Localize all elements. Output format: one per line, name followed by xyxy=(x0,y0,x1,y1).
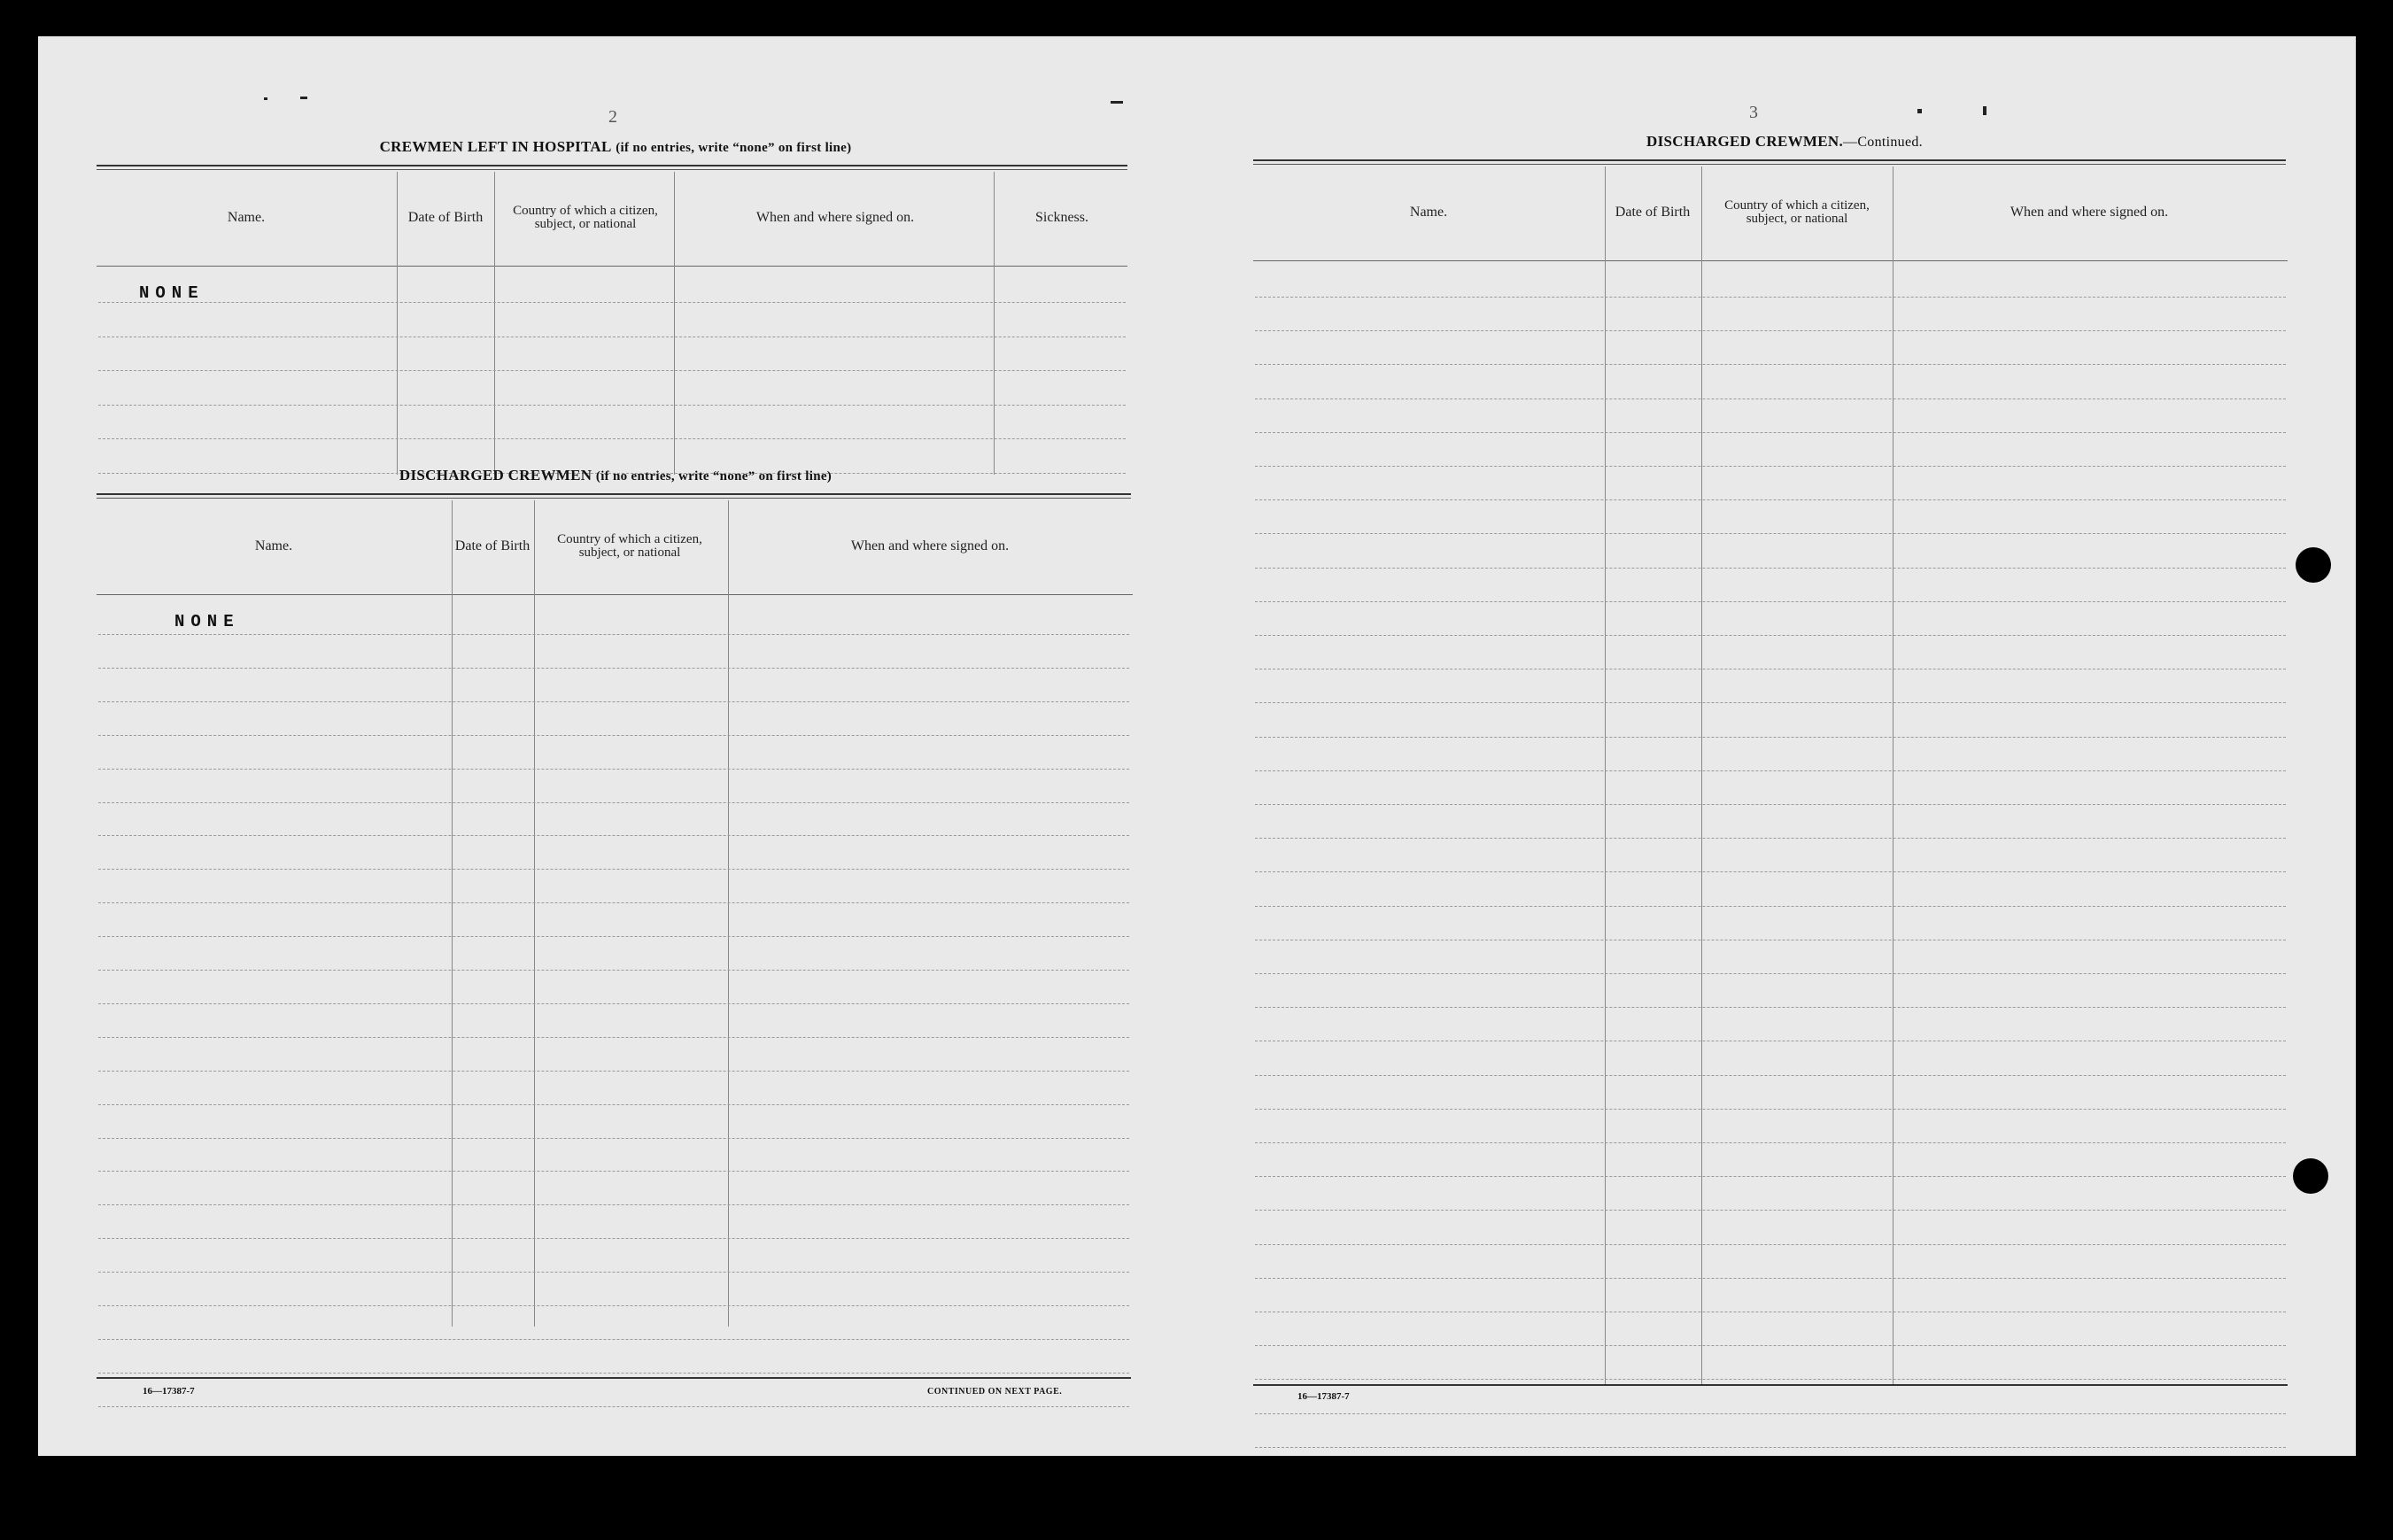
col-header-country: Country of which a citizen, subject, or national xyxy=(1724,198,1870,226)
ruled-entry-line xyxy=(1255,838,2286,839)
column-divider xyxy=(994,172,995,475)
ruled-entry-line xyxy=(1255,1345,2286,1346)
continued-note: CONTINUED ON NEXT PAGE. xyxy=(927,1387,1063,1397)
ruled-entry-line xyxy=(98,1071,1129,1072)
ruled-entry-line xyxy=(1255,1109,2286,1110)
paper-speck xyxy=(1111,101,1123,104)
header-separator xyxy=(1253,260,2288,261)
ruled-entry-line xyxy=(1255,330,2286,331)
ruled-entry-line xyxy=(98,1037,1129,1038)
ruled-entry-line xyxy=(1255,1007,2286,1008)
paper-speck xyxy=(300,97,307,99)
ruled-entry-line xyxy=(1255,1142,2286,1143)
ruled-entry-line xyxy=(98,438,1126,439)
column-divider xyxy=(1605,166,1606,1384)
bottom-rule xyxy=(97,1377,1131,1379)
left-page xyxy=(97,36,1135,1456)
col-header-signed: When and where signed on. xyxy=(755,210,915,225)
column-divider xyxy=(397,172,398,475)
ruled-entry-line xyxy=(1255,601,2286,602)
ruled-entry-line xyxy=(98,769,1129,770)
punch-hole xyxy=(2296,547,2331,583)
ruled-entry-line xyxy=(98,370,1126,371)
ruled-entry-line xyxy=(1255,973,2286,974)
ruled-entry-line xyxy=(98,302,1126,303)
discharged-section-title xyxy=(97,467,1135,484)
ruled-entry-line xyxy=(98,1373,1129,1374)
ruled-entry-line xyxy=(98,1003,1129,1004)
ruled-entry-line xyxy=(1255,702,2286,703)
column-divider xyxy=(1701,166,1702,1384)
column-divider xyxy=(494,172,495,475)
discharged-title-note: (if no entries, write “none” on first line) xyxy=(595,469,833,484)
ruled-entry-line xyxy=(1255,432,2286,433)
ruled-entry-line xyxy=(98,1171,1129,1172)
ruled-entry-line xyxy=(1255,1447,2286,1448)
hospital-section-title xyxy=(97,138,1135,156)
ruled-entry-line xyxy=(98,869,1129,870)
ruled-entry-line xyxy=(1255,1278,2286,1279)
ruled-entry-line xyxy=(98,634,1129,635)
form-number: 16—17387-7 xyxy=(143,1386,195,1397)
ruled-entry-line xyxy=(1255,804,2286,805)
ruled-entry-line xyxy=(98,835,1129,836)
ruled-entry-line xyxy=(98,970,1129,971)
ruled-entry-line xyxy=(98,1104,1129,1105)
ruled-entry-line xyxy=(1255,1210,2286,1211)
ruled-entry-line xyxy=(1255,1379,2286,1380)
page-number: 3 xyxy=(1749,103,1758,122)
ruled-entry-line xyxy=(98,1272,1129,1273)
col-header-dob: Date of Birth xyxy=(407,210,484,225)
ruled-entry-line xyxy=(1255,533,2286,534)
discharged-continued-table xyxy=(1253,165,2288,1422)
discharged-none-entry: NONE xyxy=(174,612,240,631)
ruled-entry-line xyxy=(1255,770,2286,771)
ruled-entry-line xyxy=(1255,297,2286,298)
paper-speck xyxy=(1983,106,1986,115)
ruled-entry-line xyxy=(1255,466,2286,467)
column-divider xyxy=(728,500,729,1327)
ruled-entry-line xyxy=(1255,1413,2286,1414)
ruled-entry-line xyxy=(98,1204,1129,1205)
hospital-title-text: CREWMEN LEFT IN HOSPITAL xyxy=(379,138,612,155)
discharged-title-text: DISCHARGED CREWMEN xyxy=(399,467,592,484)
col-header-dob: Date of Birth xyxy=(1615,205,1691,220)
header-separator xyxy=(97,594,1133,595)
ruled-entry-line xyxy=(98,1138,1129,1139)
ruled-entry-line xyxy=(98,701,1129,702)
ruled-entry-line xyxy=(98,1406,1129,1407)
discharged-table xyxy=(97,499,1133,1384)
bottom-rule xyxy=(1253,1384,2288,1386)
ruled-entry-line xyxy=(1255,568,2286,569)
ruled-entry-line xyxy=(98,1339,1129,1340)
col-header-country: Country of which a citizen, subject, or national xyxy=(513,204,658,231)
ruled-entry-line xyxy=(1255,1075,2286,1076)
right-page xyxy=(1253,36,2325,1456)
form-number: 16—17387-7 xyxy=(1297,1391,1350,1402)
ruled-entry-line xyxy=(98,735,1129,736)
col-header-signed: When and where signed on. xyxy=(850,538,1010,553)
col-header-signed: When and where signed on. xyxy=(2010,205,2169,220)
paper-speck xyxy=(1917,109,1922,113)
ruled-entry-line xyxy=(98,1238,1129,1239)
col-header-country: Country of which a citizen, subject, or national xyxy=(557,532,702,560)
ruled-entry-line xyxy=(98,902,1129,903)
ruled-entry-line xyxy=(98,802,1129,803)
discharged-continued-suffix: —Continued. xyxy=(1843,135,1923,150)
discharged-continued-title-text: DISCHARGED CREWMEN. xyxy=(1646,133,1844,150)
column-divider xyxy=(534,500,535,1327)
ruled-entry-line xyxy=(1255,499,2286,500)
col-header-name: Name. xyxy=(1409,205,1448,220)
column-divider xyxy=(452,500,453,1327)
ruled-entry-line xyxy=(98,936,1129,937)
page-number: 2 xyxy=(608,107,617,127)
ruled-entry-line xyxy=(98,405,1126,406)
ruled-entry-line xyxy=(1255,635,2286,636)
paper-speck xyxy=(264,97,267,100)
discharged-continued-title xyxy=(1253,133,2316,151)
document-sheet xyxy=(38,36,2356,1456)
ruled-entry-line xyxy=(1255,1176,2286,1177)
ruled-entry-line xyxy=(98,1305,1129,1306)
ruled-entry-line xyxy=(1255,737,2286,738)
header-separator xyxy=(97,266,1127,267)
column-divider xyxy=(674,172,675,475)
ruled-entry-line xyxy=(1255,871,2286,872)
ruled-entry-line xyxy=(1255,1244,2286,1245)
col-header-dob: Date of Birth xyxy=(454,538,530,553)
ruled-entry-line xyxy=(98,668,1129,669)
ruled-entry-line xyxy=(1255,906,2286,907)
ruled-entry-line xyxy=(1255,364,2286,365)
punch-hole xyxy=(2293,1158,2328,1194)
hospital-title-note: (if no entries, write “none” on first line) xyxy=(616,141,852,155)
hospital-none-entry: NONE xyxy=(139,283,205,303)
col-header-name: Name. xyxy=(227,210,266,225)
col-header-name: Name. xyxy=(254,538,293,553)
hospital-table xyxy=(97,170,1129,482)
col-header-sickness: Sickness. xyxy=(1035,210,1088,225)
